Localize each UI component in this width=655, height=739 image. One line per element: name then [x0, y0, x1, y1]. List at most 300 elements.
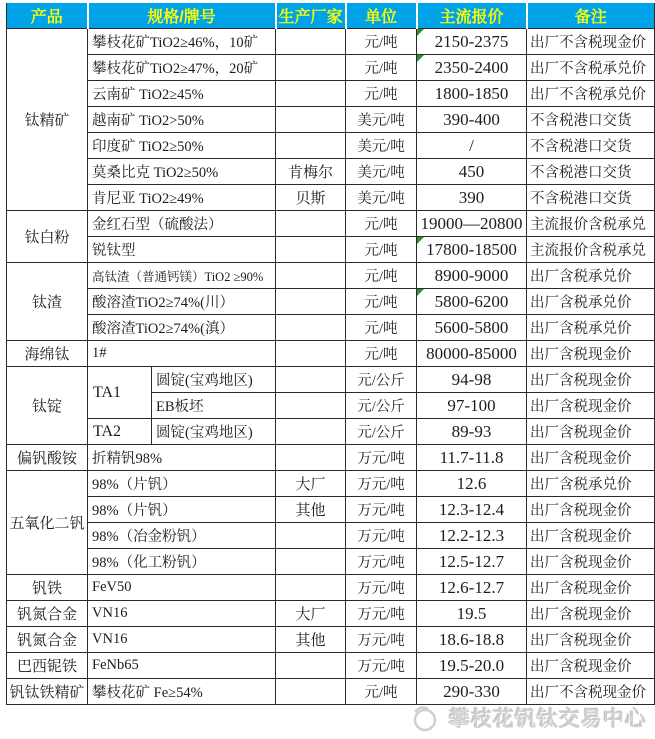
spec-cell — [88, 627, 276, 653]
note-cell — [527, 419, 655, 445]
note-cell-text: 出厂含税现金价 — [530, 555, 632, 571]
table-row — [7, 133, 655, 159]
spec-cell-text: VN16 — [92, 605, 128, 621]
note-cell-text: 出厂含税承兑价 — [530, 321, 632, 337]
price-cell-text: 12.3-12.4 — [438, 499, 505, 519]
maker-cell — [276, 679, 346, 705]
product-cell-text: 五氧化二钒 — [9, 516, 85, 532]
unit-cell-text: 万元/吨 — [357, 607, 405, 623]
spec-cell — [88, 601, 276, 627]
note-cell — [527, 263, 655, 289]
watermark — [410, 703, 647, 733]
spec-cell-text: 莫桑比克 TiO2≥50% — [92, 165, 219, 181]
note-cell-text: 不含税港口交货 — [530, 113, 632, 129]
spec-cell — [88, 341, 276, 367]
spec-cell — [88, 653, 276, 679]
price-cell — [417, 237, 527, 263]
spec-cell-text: 锐钛型 — [92, 243, 136, 259]
note-cell-text: 出厂不含税现金价 — [530, 35, 647, 51]
unit-cell — [346, 159, 417, 185]
note-cell — [527, 549, 655, 575]
price-cell-text: / — [469, 135, 474, 155]
unit-cell — [346, 55, 417, 81]
product-cell-text: 偏钒酸铵 — [16, 451, 77, 467]
note-cell — [527, 29, 655, 55]
spec-cell — [88, 211, 276, 237]
spec-cell — [88, 185, 276, 211]
table-row — [7, 575, 655, 601]
maker-cell — [276, 497, 346, 523]
note-cell — [527, 679, 655, 705]
table-row — [7, 497, 655, 523]
table-row — [7, 601, 655, 627]
price-cell-text: 18.6-18.8 — [438, 629, 505, 649]
price-cell — [417, 263, 527, 289]
table-row — [7, 341, 655, 367]
unit-cell-text: 万元/吨 — [357, 659, 405, 675]
maker-cell — [276, 289, 346, 315]
unit-cell-text: 万元/吨 — [357, 503, 405, 519]
spec-cell-text: 云南矿 TiO2≥45% — [92, 87, 204, 103]
spec-cell — [88, 81, 276, 107]
price-cell — [417, 445, 527, 471]
unit-cell — [346, 679, 417, 705]
unit-cell-text: 万元/吨 — [357, 555, 405, 571]
price-cell — [417, 341, 527, 367]
unit-cell-text: 万元/吨 — [357, 581, 405, 597]
table-row — [7, 315, 655, 341]
spec-cell — [88, 575, 276, 601]
product-cell — [7, 679, 88, 705]
comment-indicator-icon — [417, 237, 424, 244]
product-cell — [7, 29, 88, 211]
table-row — [7, 159, 655, 185]
unit-cell-text: 元/吨 — [364, 35, 398, 51]
unit-cell — [346, 367, 417, 393]
unit-cell — [346, 523, 417, 549]
header-row — [7, 3, 655, 29]
spec-cell-text: 圆锭(宝鸡地区) — [156, 425, 253, 441]
maker-cell — [276, 107, 346, 133]
product-cell — [7, 471, 88, 575]
unit-cell-text: 美元/吨 — [357, 139, 405, 155]
spec-cell-text: FeNb65 — [92, 657, 139, 673]
unit-cell — [346, 107, 417, 133]
maker-cell-text: 其他 — [295, 633, 326, 649]
maker-cell — [276, 419, 346, 445]
unit-cell-text: 元/吨 — [364, 87, 398, 103]
spec-cell-text: 酸溶渣TiO2≥74%(滇） — [92, 321, 234, 337]
header-unit: 单位 — [346, 3, 417, 29]
note-cell — [527, 341, 655, 367]
unit-cell — [346, 289, 417, 315]
maker-cell-text: 其他 — [295, 503, 326, 519]
table-row — [7, 263, 655, 289]
product-cell-text: 钛锭 — [31, 399, 62, 415]
price-cell — [417, 81, 527, 107]
grade-cell — [88, 419, 152, 445]
header-spec: 规格/牌号 — [88, 3, 276, 29]
unit-cell — [346, 133, 417, 159]
spec-cell-text: 折精钒98% — [92, 451, 163, 467]
price-cell-text: 11.7-11.8 — [439, 447, 504, 467]
note-cell-text: 主流报价含税承兑 — [530, 217, 647, 233]
maker-cell — [276, 367, 346, 393]
product-cell — [7, 211, 88, 263]
price-cell — [417, 601, 527, 627]
unit-cell-text: 万元/吨 — [357, 633, 405, 649]
note-cell-text: 出厂含税现金价 — [530, 607, 632, 623]
note-cell-text: 出厂含税现金价 — [530, 425, 632, 441]
maker-cell — [276, 263, 346, 289]
note-cell-text: 出厂含税现金价 — [530, 529, 632, 545]
unit-cell — [346, 549, 417, 575]
spec-cell — [88, 237, 276, 263]
price-cell — [417, 289, 527, 315]
table-row — [7, 445, 655, 471]
product-cell-text: 钛精矿 — [24, 113, 70, 129]
price-cell — [417, 55, 527, 81]
table-row — [7, 211, 655, 237]
maker-cell-text: 贝斯 — [295, 191, 326, 207]
note-cell-text: 出厂含税现金价 — [530, 373, 632, 389]
price-cell-text: 390 — [458, 187, 485, 207]
price-cell-text: 290-330 — [443, 681, 500, 701]
price-cell-text: 450 — [458, 161, 485, 181]
maker-cell — [276, 237, 346, 263]
exchange-logo-icon — [410, 703, 442, 733]
maker-cell — [276, 81, 346, 107]
maker-cell-text: 大厂 — [295, 477, 326, 493]
price-cell — [417, 29, 527, 55]
spec-cell-text: 1# — [92, 345, 107, 361]
price-cell-text: 2350-2400 — [434, 57, 509, 77]
maker-cell — [276, 575, 346, 601]
product-cell — [7, 341, 88, 367]
note-cell-text: 出厂含税现金价 — [530, 399, 632, 415]
price-cell-text: 12.2-12.3 — [438, 525, 505, 545]
header-note: 备注 — [527, 3, 655, 29]
price-cell — [417, 497, 527, 523]
price-cell — [417, 575, 527, 601]
unit-cell — [346, 29, 417, 55]
note-cell — [527, 497, 655, 523]
spec-cell — [88, 523, 276, 549]
unit-cell — [346, 601, 417, 627]
unit-cell — [346, 653, 417, 679]
product-cell — [7, 367, 88, 445]
spec-cell — [88, 107, 276, 133]
note-cell — [527, 159, 655, 185]
unit-cell-text: 元/吨 — [364, 217, 398, 233]
note-cell — [527, 575, 655, 601]
grade-cell-text: TA1 — [93, 383, 122, 401]
price-cell-text: 19.5 — [456, 603, 487, 623]
maker-cell — [276, 341, 346, 367]
spec-cell-text: 高钛渣（普通钙镁）TiO2 ≥90% — [92, 269, 264, 284]
price-table — [6, 3, 655, 705]
maker-cell — [276, 523, 346, 549]
note-cell-text: 出厂含税承兑价 — [530, 295, 632, 311]
unit-cell — [346, 393, 417, 419]
spec-cell-text: 98%（片钒） — [92, 503, 177, 519]
price-cell — [417, 419, 527, 445]
price-cell-text: 89-93 — [451, 421, 492, 441]
price-cell-text: 390-400 — [443, 109, 500, 129]
table-row — [7, 289, 655, 315]
unit-cell-text: 元/吨 — [364, 295, 398, 311]
unit-cell-text: 元/吨 — [364, 269, 398, 285]
unit-cell — [346, 471, 417, 497]
unit-cell-text: 元/吨 — [364, 685, 398, 701]
spec-cell — [88, 159, 276, 185]
product-cell — [7, 653, 88, 679]
table-row — [7, 107, 655, 133]
price-cell-text: 1800-1850 — [434, 83, 509, 103]
note-cell-text: 出厂含税承兑价 — [530, 269, 632, 285]
unit-cell-text: 美元/吨 — [357, 191, 405, 207]
maker-cell — [276, 29, 346, 55]
price-cell — [417, 367, 527, 393]
note-cell-text: 出厂含税现金价 — [530, 451, 632, 467]
table-row — [7, 627, 655, 653]
maker-cell-text: 大厂 — [295, 607, 326, 623]
maker-cell — [276, 653, 346, 679]
product-cell — [7, 263, 88, 341]
spec-cell — [88, 133, 276, 159]
spec-cell — [88, 471, 276, 497]
price-cell-text: 5600-5800 — [434, 317, 509, 337]
header-price: 主流报价 — [417, 3, 527, 29]
note-cell — [527, 601, 655, 627]
note-cell-text: 出厂不含税承兑价 — [530, 61, 647, 77]
unit-cell — [346, 211, 417, 237]
price-cell-text: 80000-85000 — [426, 343, 517, 363]
maker-cell — [276, 601, 346, 627]
note-cell-text: 出厂含税现金价 — [530, 581, 632, 597]
spec-cell-text: 攀枝花矿 Fe≥54% — [92, 685, 203, 701]
note-cell — [527, 627, 655, 653]
spec-cell — [88, 263, 276, 289]
price-cell-text: 94-98 — [451, 369, 492, 389]
product-cell — [7, 575, 88, 601]
spec-cell-text: 攀枝花矿TiO2≥47%，20矿 — [92, 61, 259, 77]
price-cell-text: 19.5-20.0 — [438, 655, 505, 675]
note-cell — [527, 237, 655, 263]
unit-cell — [346, 185, 417, 211]
maker-cell — [276, 133, 346, 159]
spec-cell — [88, 445, 276, 471]
spec-cell — [152, 393, 276, 419]
note-cell — [527, 55, 655, 81]
table-row — [7, 185, 655, 211]
note-cell — [527, 133, 655, 159]
note-cell-text: 出厂不含税现金价 — [530, 685, 647, 701]
watermark-text: 攀枝花钒钛交易中心 — [449, 708, 647, 731]
price-cell — [417, 393, 527, 419]
spec-cell — [88, 315, 276, 341]
table-row — [7, 29, 655, 55]
unit-cell — [346, 627, 417, 653]
unit-cell — [346, 341, 417, 367]
unit-cell — [346, 419, 417, 445]
product-cell-text: 钒铁 — [31, 581, 62, 597]
price-cell — [417, 627, 527, 653]
price-cell-text: 12.6-12.7 — [438, 577, 505, 597]
price-cell-text: 17800-18500 — [426, 239, 517, 259]
unit-cell-text: 元/公斤 — [357, 373, 405, 389]
price-cell — [417, 211, 527, 237]
grade-cell — [88, 367, 152, 419]
unit-cell — [346, 237, 417, 263]
spec-cell-text: 98%（化工粉钒） — [92, 555, 206, 571]
spec-cell-text: FeV50 — [92, 579, 132, 595]
note-cell-text: 不含税港口交货 — [530, 139, 632, 155]
unit-cell — [346, 81, 417, 107]
price-cell — [417, 159, 527, 185]
spec-cell — [88, 55, 276, 81]
spec-cell-text: 酸溶渣TiO2≥74%(川） — [92, 295, 234, 311]
spec-cell-text: 攀枝花矿TiO2≥46%，10矿 — [92, 35, 259, 51]
spec-cell-text: 印度矿 TiO2≥50% — [92, 139, 204, 155]
price-cell-text: 12.5-12.7 — [438, 551, 505, 571]
spec-cell-text: EB板坯 — [156, 399, 204, 415]
note-cell — [527, 471, 655, 497]
unit-cell-text: 万元/吨 — [357, 529, 405, 545]
price-cell — [417, 523, 527, 549]
spec-cell — [88, 29, 276, 55]
product-cell-text: 巴西铌铁 — [16, 659, 77, 675]
price-cell-text: 8900-9000 — [434, 265, 509, 285]
table-row — [7, 549, 655, 575]
price-cell — [417, 471, 527, 497]
spec-cell-text: 98%（片钒） — [92, 477, 177, 493]
spec-cell-text: 金红石型（硫酸法） — [92, 217, 223, 233]
price-cell — [417, 107, 527, 133]
note-cell — [527, 107, 655, 133]
maker-cell — [276, 549, 346, 575]
note-cell — [527, 367, 655, 393]
product-cell-text: 钒氮合金 — [16, 607, 77, 623]
unit-cell-text: 万元/吨 — [357, 477, 405, 493]
note-cell — [527, 315, 655, 341]
unit-cell — [346, 315, 417, 341]
spec-cell — [88, 497, 276, 523]
table-row — [7, 367, 655, 393]
note-cell-text: 不含税港口交货 — [530, 165, 632, 181]
note-cell — [527, 81, 655, 107]
table-row — [7, 653, 655, 679]
spec-cell-text: 越南矿 TiO2>50% — [92, 113, 204, 129]
note-cell — [527, 393, 655, 419]
table-row — [7, 523, 655, 549]
comment-indicator-icon — [417, 55, 424, 62]
price-cell — [417, 549, 527, 575]
header-maker: 生产厂家 — [276, 3, 346, 29]
maker-cell — [276, 55, 346, 81]
note-cell-text: 出厂含税现金价 — [530, 347, 632, 363]
note-cell — [527, 289, 655, 315]
grade-cell-text: TA2 — [93, 422, 122, 440]
note-cell-text: 不含税港口交货 — [530, 191, 632, 207]
product-cell-text: 钒钛铁精矿 — [9, 685, 85, 701]
maker-cell — [276, 315, 346, 341]
note-cell-text: 出厂含税现金价 — [530, 503, 632, 519]
table-row — [7, 679, 655, 705]
note-cell-text: 出厂不含税承兑价 — [530, 87, 647, 103]
header-product: 产品 — [7, 3, 88, 29]
note-cell — [527, 523, 655, 549]
note-cell — [527, 211, 655, 237]
table-row — [7, 419, 655, 445]
note-cell — [527, 185, 655, 211]
price-cell-text: 5800-6200 — [434, 291, 509, 311]
maker-cell — [276, 393, 346, 419]
spec-cell — [88, 289, 276, 315]
unit-cell — [346, 497, 417, 523]
maker-cell — [276, 185, 346, 211]
comment-indicator-icon — [417, 29, 424, 36]
price-cell-text: 12.6 — [456, 473, 487, 493]
note-cell-text: 出厂含税现金价 — [530, 659, 632, 675]
product-cell-text: 钛渣 — [31, 295, 62, 311]
note-cell-text: 主流报价含税承兑 — [530, 243, 647, 259]
maker-cell — [276, 159, 346, 185]
unit-cell-text: 美元/吨 — [357, 165, 405, 181]
maker-cell-text: 肯梅尔 — [288, 165, 334, 181]
unit-cell-text: 元/吨 — [364, 61, 398, 77]
product-cell — [7, 601, 88, 627]
unit-cell-text: 美元/吨 — [357, 113, 405, 129]
table-row — [7, 471, 655, 497]
unit-cell-text: 元/公斤 — [357, 399, 405, 415]
unit-cell — [346, 575, 417, 601]
product-cell-text: 钒氮合金 — [16, 633, 77, 649]
product-cell — [7, 445, 88, 471]
product-cell-text: 海绵钛 — [24, 347, 70, 363]
spec-cell — [88, 549, 276, 575]
unit-cell — [346, 263, 417, 289]
price-cell — [417, 653, 527, 679]
spec-cell — [152, 367, 276, 393]
product-cell-text: 钛白粉 — [24, 230, 70, 246]
maker-cell — [276, 445, 346, 471]
table-row — [7, 81, 655, 107]
spec-cell — [88, 679, 276, 705]
note-cell-text: 出厂含税承兑价 — [530, 477, 632, 493]
unit-cell-text: 元/公斤 — [357, 425, 405, 441]
price-cell — [417, 185, 527, 211]
price-cell-text: 19000—20800 — [420, 213, 523, 233]
unit-cell-text: 万元/吨 — [357, 451, 405, 467]
note-cell-text: 出厂含税现金价 — [530, 633, 632, 649]
unit-cell-text: 元/吨 — [364, 243, 398, 259]
product-cell — [7, 627, 88, 653]
spec-cell-text: 圆锭(宝鸡地区) — [156, 373, 253, 389]
price-cell — [417, 133, 527, 159]
unit-cell — [346, 445, 417, 471]
price-cell — [417, 679, 527, 705]
table-row — [7, 237, 655, 263]
unit-cell-text: 元/吨 — [364, 321, 398, 337]
price-cell-text: 97-100 — [447, 395, 496, 415]
spec-cell-text: 98%（冶金粉钒） — [92, 529, 206, 545]
maker-cell — [276, 211, 346, 237]
table-row — [7, 55, 655, 81]
price-cell — [417, 315, 527, 341]
comment-indicator-icon — [417, 289, 424, 296]
price-cell-text: 2150-2375 — [434, 31, 509, 51]
